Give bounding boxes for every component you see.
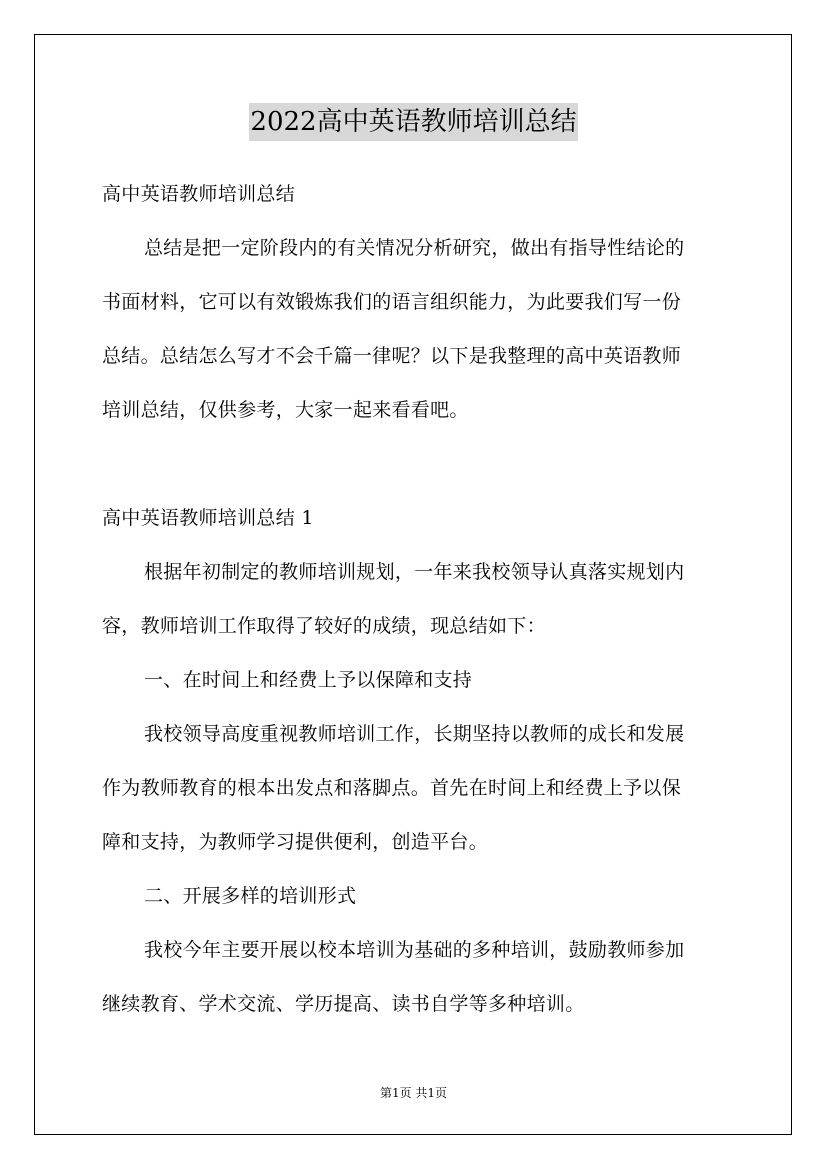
- document-title-wrapper: [0, 103, 827, 141]
- para2-line-1: 我校领导高度重视教师培训工作，长期坚持以教师的成长和发展: [144, 723, 685, 745]
- subheading-1: 一、在时间上和经费上予以保障和支持: [144, 669, 473, 691]
- intro-line-2: 书面材料，它可以有效锻炼我们的语言组织能力，为此要我们写一份: [102, 291, 682, 313]
- para2-line-2: 作为教师教育的根本出发点和落脚点。首先在时间上和经费上予以保: [102, 777, 682, 799]
- para1-line-1: 根据年初制定的教师培训规划，一年来我校领导认真落实规划内: [144, 561, 685, 583]
- para2-line-3: 障和支持，为教师学习提供便利，创造平台。: [102, 831, 489, 853]
- page-footer: 第1页 共1页: [379, 1086, 448, 1100]
- section-heading-1: 高中英语教师培训总结 1: [102, 507, 314, 529]
- intro-line-1: 总结是把一定阶段内的有关情况分析研究，做出有指导性结论的: [144, 237, 685, 259]
- subtitle-line: 高中英语教师培训总结: [102, 183, 296, 205]
- intro-line-4: 培训总结，仅供参考，大家一起来看看吧。: [102, 399, 469, 421]
- subheading-2: 二、开展多样的培训形式: [144, 885, 357, 907]
- intro-line-3: 总结。总结怎么写才不会千篇一律呢？以下是我整理的高中英语教师: [102, 345, 682, 367]
- para3-line-1: 我校今年主要开展以校本培训为基础的多种培训，鼓励教师参加: [144, 939, 685, 961]
- document-title: 2022高中英语教师培训总结: [249, 103, 577, 141]
- para3-line-2: 继续教育、学术交流、学历提高、读书自学等多种培训。: [102, 993, 585, 1015]
- para1-line-2: 容，教师培训工作取得了较好的成绩，现总结如下：: [102, 615, 546, 637]
